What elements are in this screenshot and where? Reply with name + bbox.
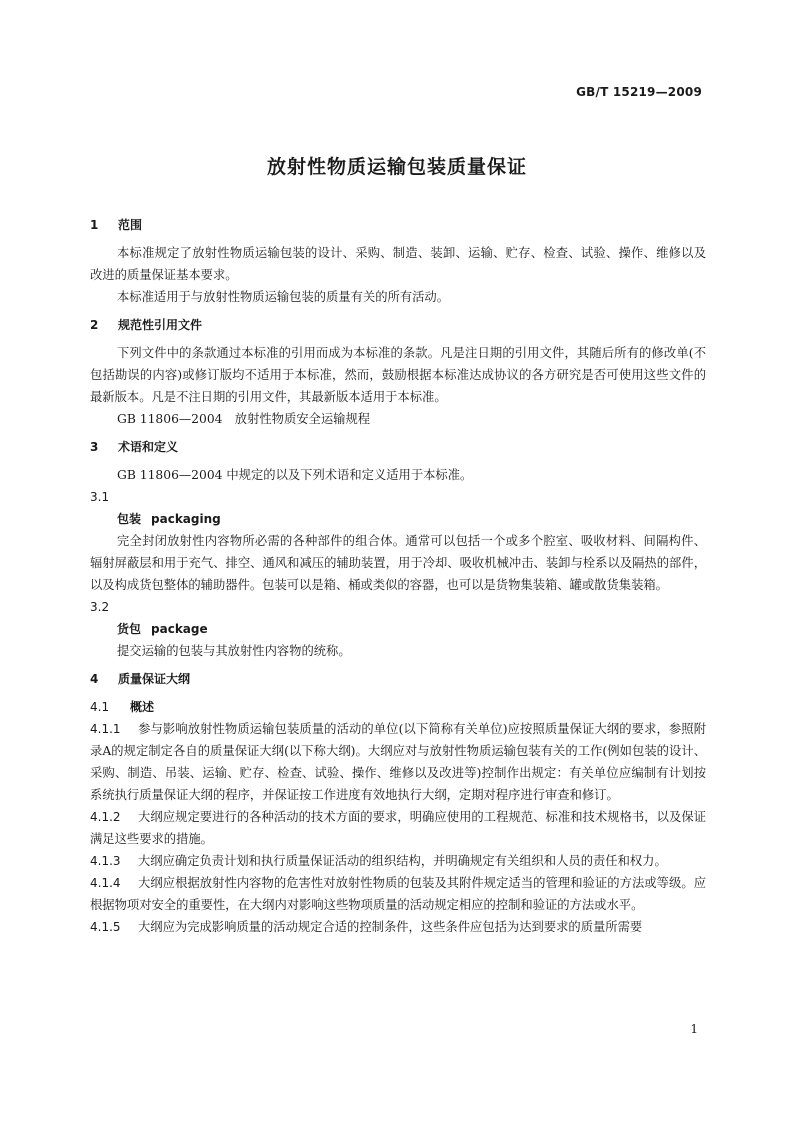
clause: 4.1.4 大纲应根据放射性内容物的危害性对放射性物质的包装及其附件规定适当的管理和验证的方法或等级。应根据物项对安全的重要性，在大纲内对影响这些物项质量的活动规定相应的控制和验证的方法或水平。 [90, 876, 706, 912]
term-definition: 完全封闭放射性内容物所必需的各种部件的组合体。通常可以包括一个或多个腔室、吸收材料、间隔构件、辐射屏蔽层和用于充气、排空、通风和减压的辅助装置，用于冷却、吸收机械冲击、装卸与栓系以及隔热的部件，以及构成货包整体的辅助器件。包装可以是箱、桶或类似的容器，也可以是货物集装箱、罐或散货集装箱。 [90, 534, 706, 592]
document-body [90, 214, 706, 938]
term-entry: 货包 package [117, 622, 208, 636]
term-definition: 提交运输的包装与其放射性内容物的统称。 [117, 644, 351, 658]
page-number: 1 [690, 1022, 698, 1036]
document-title: 放射性物质运输包装质量保证 [266, 156, 527, 178]
subsection-heading: 4.1 概述 [90, 700, 155, 714]
clause: 4.1.1 参与影响放射性物质运输包装质量的活动的单位(以下简称有关单位)应按照质量保证大纲的要求，参照附录A的规定制定各自的质量保证大纲(以下称大纲)。大纲应对与放射性物质运输包装有关的工作(例如包装的设计、采购、制造、吊装、运输、贮存、检查、试验、操作、维修以及改进等)控制作出规定：有关单位应编制有计划按系统执行质量保证大纲的程序，并保证按工作进度有效地执行大纲，定期对程序进行审查和修订。 [90, 722, 706, 802]
section-heading-2: 2 规范性引用文件 [90, 318, 203, 332]
section-heading-4: 4 质量保证大纲 [90, 672, 191, 686]
clause: 4.1.3 大纲应确定负责计划和执行质量保证活动的组织结构，并明确规定有关组织和人员的责任和权力。 [90, 854, 667, 868]
paragraph: 本标准规定了放射性物质运输包装的设计、采购、制造、装卸、运输、贮存、检查、试验、操作、维修以及改进的质量保证基本要求。 [90, 246, 706, 282]
clause: 4.1.2 大纲应规定要进行的各种活动的技术方面的要求，明确应使用的工程规范、标准和技术规格书，以及保证满足这些要求的措施。 [90, 810, 706, 846]
term-number: 3.2 [90, 600, 110, 614]
normative-reference: GB 11806—2004 放射性物质安全运输规程 [117, 412, 371, 426]
term-entry: 包装 packaging [117, 512, 221, 526]
section-heading-1: 1 范围 [90, 218, 143, 232]
section-heading-3: 3 术语和定义 [90, 440, 179, 454]
paragraph: 下列文件中的条款通过本标准的引用而成为本标准的条款。凡是注日期的引用文件，其随后所有的修改单(不包括勘误的内容)或修订版均不适用于本标准，然而，鼓励根据本标准达成协议的各方研究是否可使用这些文件的最新版本。凡是不注日期的引用文件，其最新版本适用于本标准。 [90, 346, 706, 404]
clause: 4.1.5 大纲应为完成影响质量的活动规定合适的控制条件，这些条件应包括为达到要求的质量所需要 [90, 920, 643, 934]
paragraph: GB 11806—2004 中规定的以及下列术语和定义适用于本标准。 [117, 468, 473, 482]
standard-code: GB/T 15219—2009 [576, 85, 702, 99]
paragraph: 本标准适用于与放射性物质运输包装的质量有关的所有活动。 [117, 290, 450, 304]
term-number: 3.1 [90, 490, 110, 504]
